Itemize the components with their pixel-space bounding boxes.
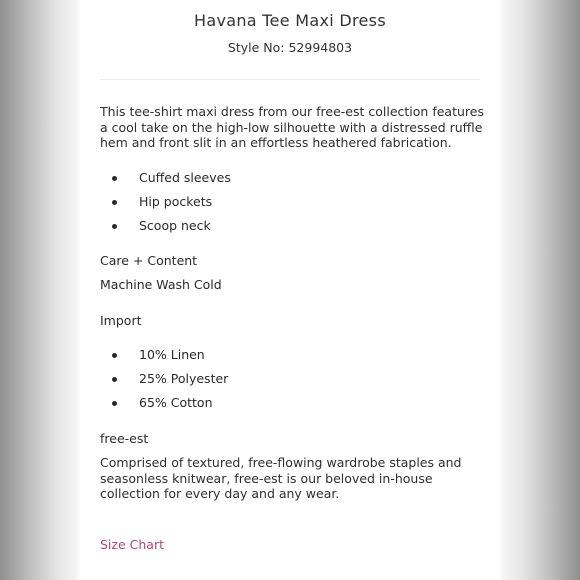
bullet-icon <box>112 224 117 229</box>
size-chart-link[interactable]: Size Chart <box>100 537 164 552</box>
care-instruction: Machine Wash Cold <box>100 277 222 292</box>
content-text: 10% Linen <box>139 347 205 362</box>
bullet-icon <box>112 401 117 406</box>
care-heading: Care + Content <box>100 253 198 268</box>
feature-text: Cuffed sleeves <box>139 170 231 185</box>
product-description <box>100 104 490 151</box>
bullet-icon <box>112 200 117 205</box>
product-details-panel <box>82 0 498 580</box>
content-text: 65% Cotton <box>139 395 213 410</box>
feature-text: Hip pockets <box>139 194 213 209</box>
divider <box>100 79 480 80</box>
brand-line: collection for every day and any wear. <box>100 486 340 501</box>
brand-line: seasonless knitwear, free-est is our beloved in-house <box>100 470 433 486</box>
style-number: Style No: 52994803 <box>227 40 353 55</box>
feature-text: Scoop neck <box>139 218 211 233</box>
brand-heading: free-est <box>100 431 149 446</box>
origin-label: Import <box>100 313 142 328</box>
brand-description <box>100 455 490 502</box>
description-line: hem and front slit in an effortless heathered fabrication. <box>100 135 452 150</box>
bullet-icon <box>112 176 117 181</box>
brand-line: Comprised of textured, free-flowing wardrobe staples and <box>100 455 462 470</box>
bullet-icon <box>112 377 117 382</box>
product-title: Havana Tee Maxi Dress <box>194 11 386 30</box>
content-text: 25% Polyester <box>139 371 229 386</box>
bullet-icon <box>112 353 117 358</box>
description-line: This tee-shirt maxi dress from our free-est collection features <box>100 104 484 119</box>
description-line: a cool take on the high-low silhouette with a distressed ruffle <box>100 119 483 135</box>
